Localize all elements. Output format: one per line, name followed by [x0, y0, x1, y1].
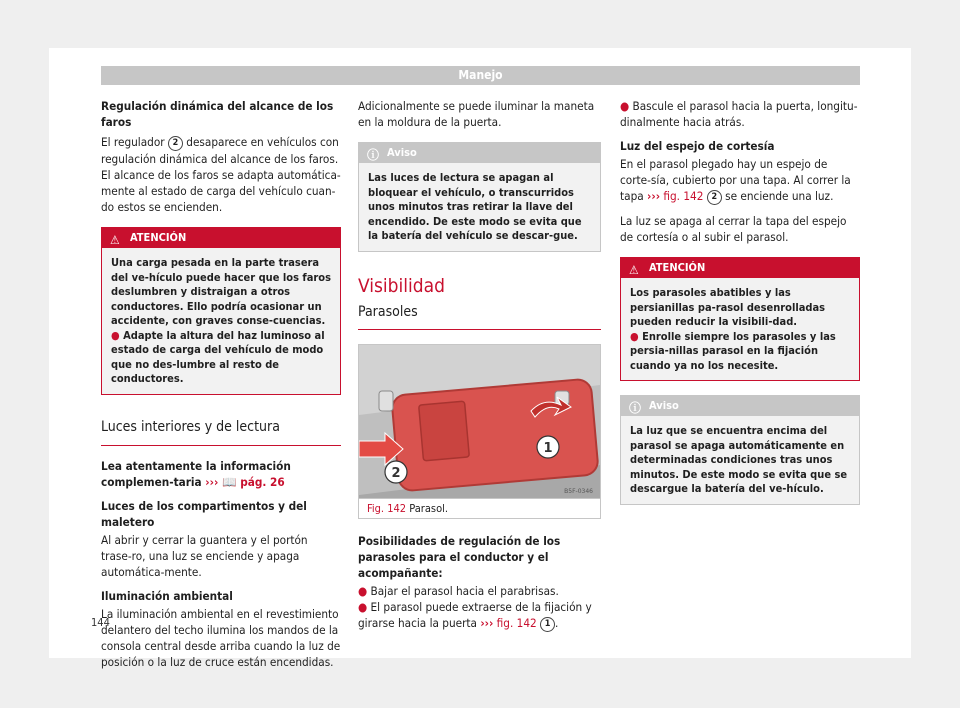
subtitle-parasoles: Parasoles	[358, 294, 601, 330]
paragraph-regulacion	[101, 134, 341, 215]
figure-parasol	[358, 344, 601, 519]
warning-icon: ⚠	[110, 233, 120, 247]
book-icon: 📖	[221, 474, 237, 489]
aviso-label: Aviso	[649, 399, 679, 412]
warning-box	[620, 257, 860, 381]
paragraph-text: Lea atentamente la información complemen-taria	[101, 458, 291, 489]
heading-ambiental: Iluminación ambiental	[101, 588, 233, 603]
paragraph-espejo	[620, 156, 860, 205]
title-visibilidad: Visibilidad	[358, 274, 445, 297]
reference-arrows: ›››	[647, 189, 661, 203]
warning-header	[102, 228, 340, 248]
figure-marker-1: 1	[543, 440, 553, 456]
warning-bullet-text: Enrolle siempre los parasoles y las persia-nillas parasol en la fijación cuando ya no los necesite.	[630, 329, 836, 372]
warning-header	[621, 258, 859, 278]
column-2	[358, 98, 601, 632]
paragraph-compartimentos: Al abrir y cerrar la guantera y el portón trase-ro, una luz se enciende y apaga automática-mente.	[101, 532, 308, 579]
figure-link[interactable]: fig. 142	[496, 615, 537, 630]
aviso-body: La luz que se encuentra encima del parasol se apaga automáticamente en determinadas condiciones tras unos minutos. De este modo se evita que se descargue la batería del ve-hículo.	[621, 416, 859, 504]
paragraph-text: En el parasol plegado hay un espejo de corte-sía, cubierto por una tapa. Al correr la tapa	[620, 157, 851, 203]
figure-label: Fig. 142	[367, 501, 407, 515]
aviso-box	[620, 395, 860, 505]
page-link[interactable]: pág. 26	[240, 474, 285, 489]
figure-link[interactable]: fig. 142	[663, 189, 704, 203]
column-1	[101, 98, 341, 678]
aviso-body: Las luces de lectura se apagan al bloquear el vehículo, o transcurridos unos minutos tras retirar la llave del encendido. De este modo se evita que la batería del vehículo se descar-gue.	[359, 163, 600, 251]
paragraph-ambiental: La iluminación ambiental en el revestimiento delantero del techo ilumina los mandos de la consola central desde arriba cuando la luz de posición o la luz de cruce están encendidas.	[101, 606, 341, 669]
info-icon: ⓘ	[367, 148, 380, 162]
bullet-text: El parasol puede extraerse de la fijación y girarse hacia la puerta	[358, 599, 592, 630]
bullet-text: Bascule el parasol hacia la puerta, longitu-dinalmente hacia atrás.	[620, 99, 858, 129]
figure-marker-2: 2	[391, 465, 401, 481]
paragraph-adicional: Adicionalmente se puede iluminar la maneta en la moldura de la puerta.	[358, 99, 595, 129]
aviso-box	[358, 142, 601, 252]
warning-label: ATENCIÓN	[130, 231, 187, 244]
heading-compartimentos: Luces de los compartimentos y del maletero	[101, 498, 307, 529]
paragraph-text: desaparece en vehículos con regulación dinámica del alcance de los faros. El alcance de los faros se adapta automática-mente al estado de carga del vehículo cuan-do estos se encienden.	[101, 135, 341, 214]
paragraph-text: se enciende una luz.	[725, 189, 834, 203]
info-icon: ⓘ	[629, 401, 642, 415]
figure-code: B5F-0346	[564, 487, 593, 495]
reference-arrows: ›››	[480, 615, 494, 630]
heading-regulacion: Regulación dinámica del alcance de los faros	[101, 99, 334, 129]
paragraph-apaga: La luz se apaga al cerrar la tapa del espejo de cortesía o al subir el parasol.	[620, 214, 847, 244]
page-header: Manejo	[101, 66, 860, 85]
sun-visor-illustration	[359, 345, 600, 498]
figure-caption-text: Parasol.	[409, 501, 449, 515]
marker-1: 1	[540, 617, 555, 632]
figure-caption	[359, 498, 600, 518]
bullet-bajar: ● Bajar el parasol hacia el parabrisas.	[358, 583, 559, 598]
bullet-text: .	[555, 615, 559, 630]
aviso-header	[621, 396, 859, 416]
warning-body	[621, 278, 859, 380]
paragraph-lea	[101, 458, 341, 490]
page-number: 144	[91, 616, 110, 629]
warning-bullet-text: Adapte la altura del haz luminoso al estado de carga del vehículo de modo que no des-lumbre al resto de conductores.	[111, 328, 325, 385]
heading-espejo: Luz del espejo de cortesía	[620, 139, 775, 153]
warning-text: Los parasoles abatibles y las persianillas pa-rasol desenrolladas pueden reducir la visibili-dad.	[630, 286, 826, 328]
warning-label: ATENCIÓN	[649, 261, 706, 274]
warning-box	[101, 227, 341, 395]
reference-arrows: ›››	[205, 474, 219, 489]
warning-bullet: ● Enrolle siempre los parasoles y las persia-nillas parasol en la fijación cuando ya no los necesite.	[630, 329, 836, 372]
paragraph-text: El regulador	[101, 135, 165, 149]
aviso-label: Aviso	[387, 146, 417, 159]
warning-text: Una carga pesada en la parte trasera del ve-hículo puede hacer que los faros deslumbren y distraigan a otros conductores. Ello podría ocasionar un accidente, con graves conse-cuencias.	[111, 256, 331, 327]
warning-body	[102, 248, 340, 394]
warning-bullet: ● Adapte la altura del haz luminoso al estado de carga del vehículo de modo que no des-lumbre al resto de conductores.	[111, 328, 325, 385]
marker-2: 2	[168, 136, 183, 151]
warning-icon: ⚠	[629, 263, 639, 277]
section-title-luces: Luces interiores y de lectura	[101, 419, 341, 446]
heading-posibilidades: Posibilidades de regulación de los parasoles para el conductor y el acompañante:	[358, 533, 561, 580]
bullet-text: Bajar el parasol hacia el parabrisas.	[370, 583, 559, 598]
bullet-bascule: ● Bascule el parasol hacia la puerta, longitu-dinalmente hacia atrás.	[620, 99, 858, 129]
bullet-extraer: ● El parasol puede extraerse de la fijación y girarse hacia la puerta ››› fig. 142 1 .	[358, 599, 592, 630]
column-3	[620, 98, 860, 505]
aviso-header	[359, 143, 600, 163]
marker-2: 2	[707, 190, 722, 205]
